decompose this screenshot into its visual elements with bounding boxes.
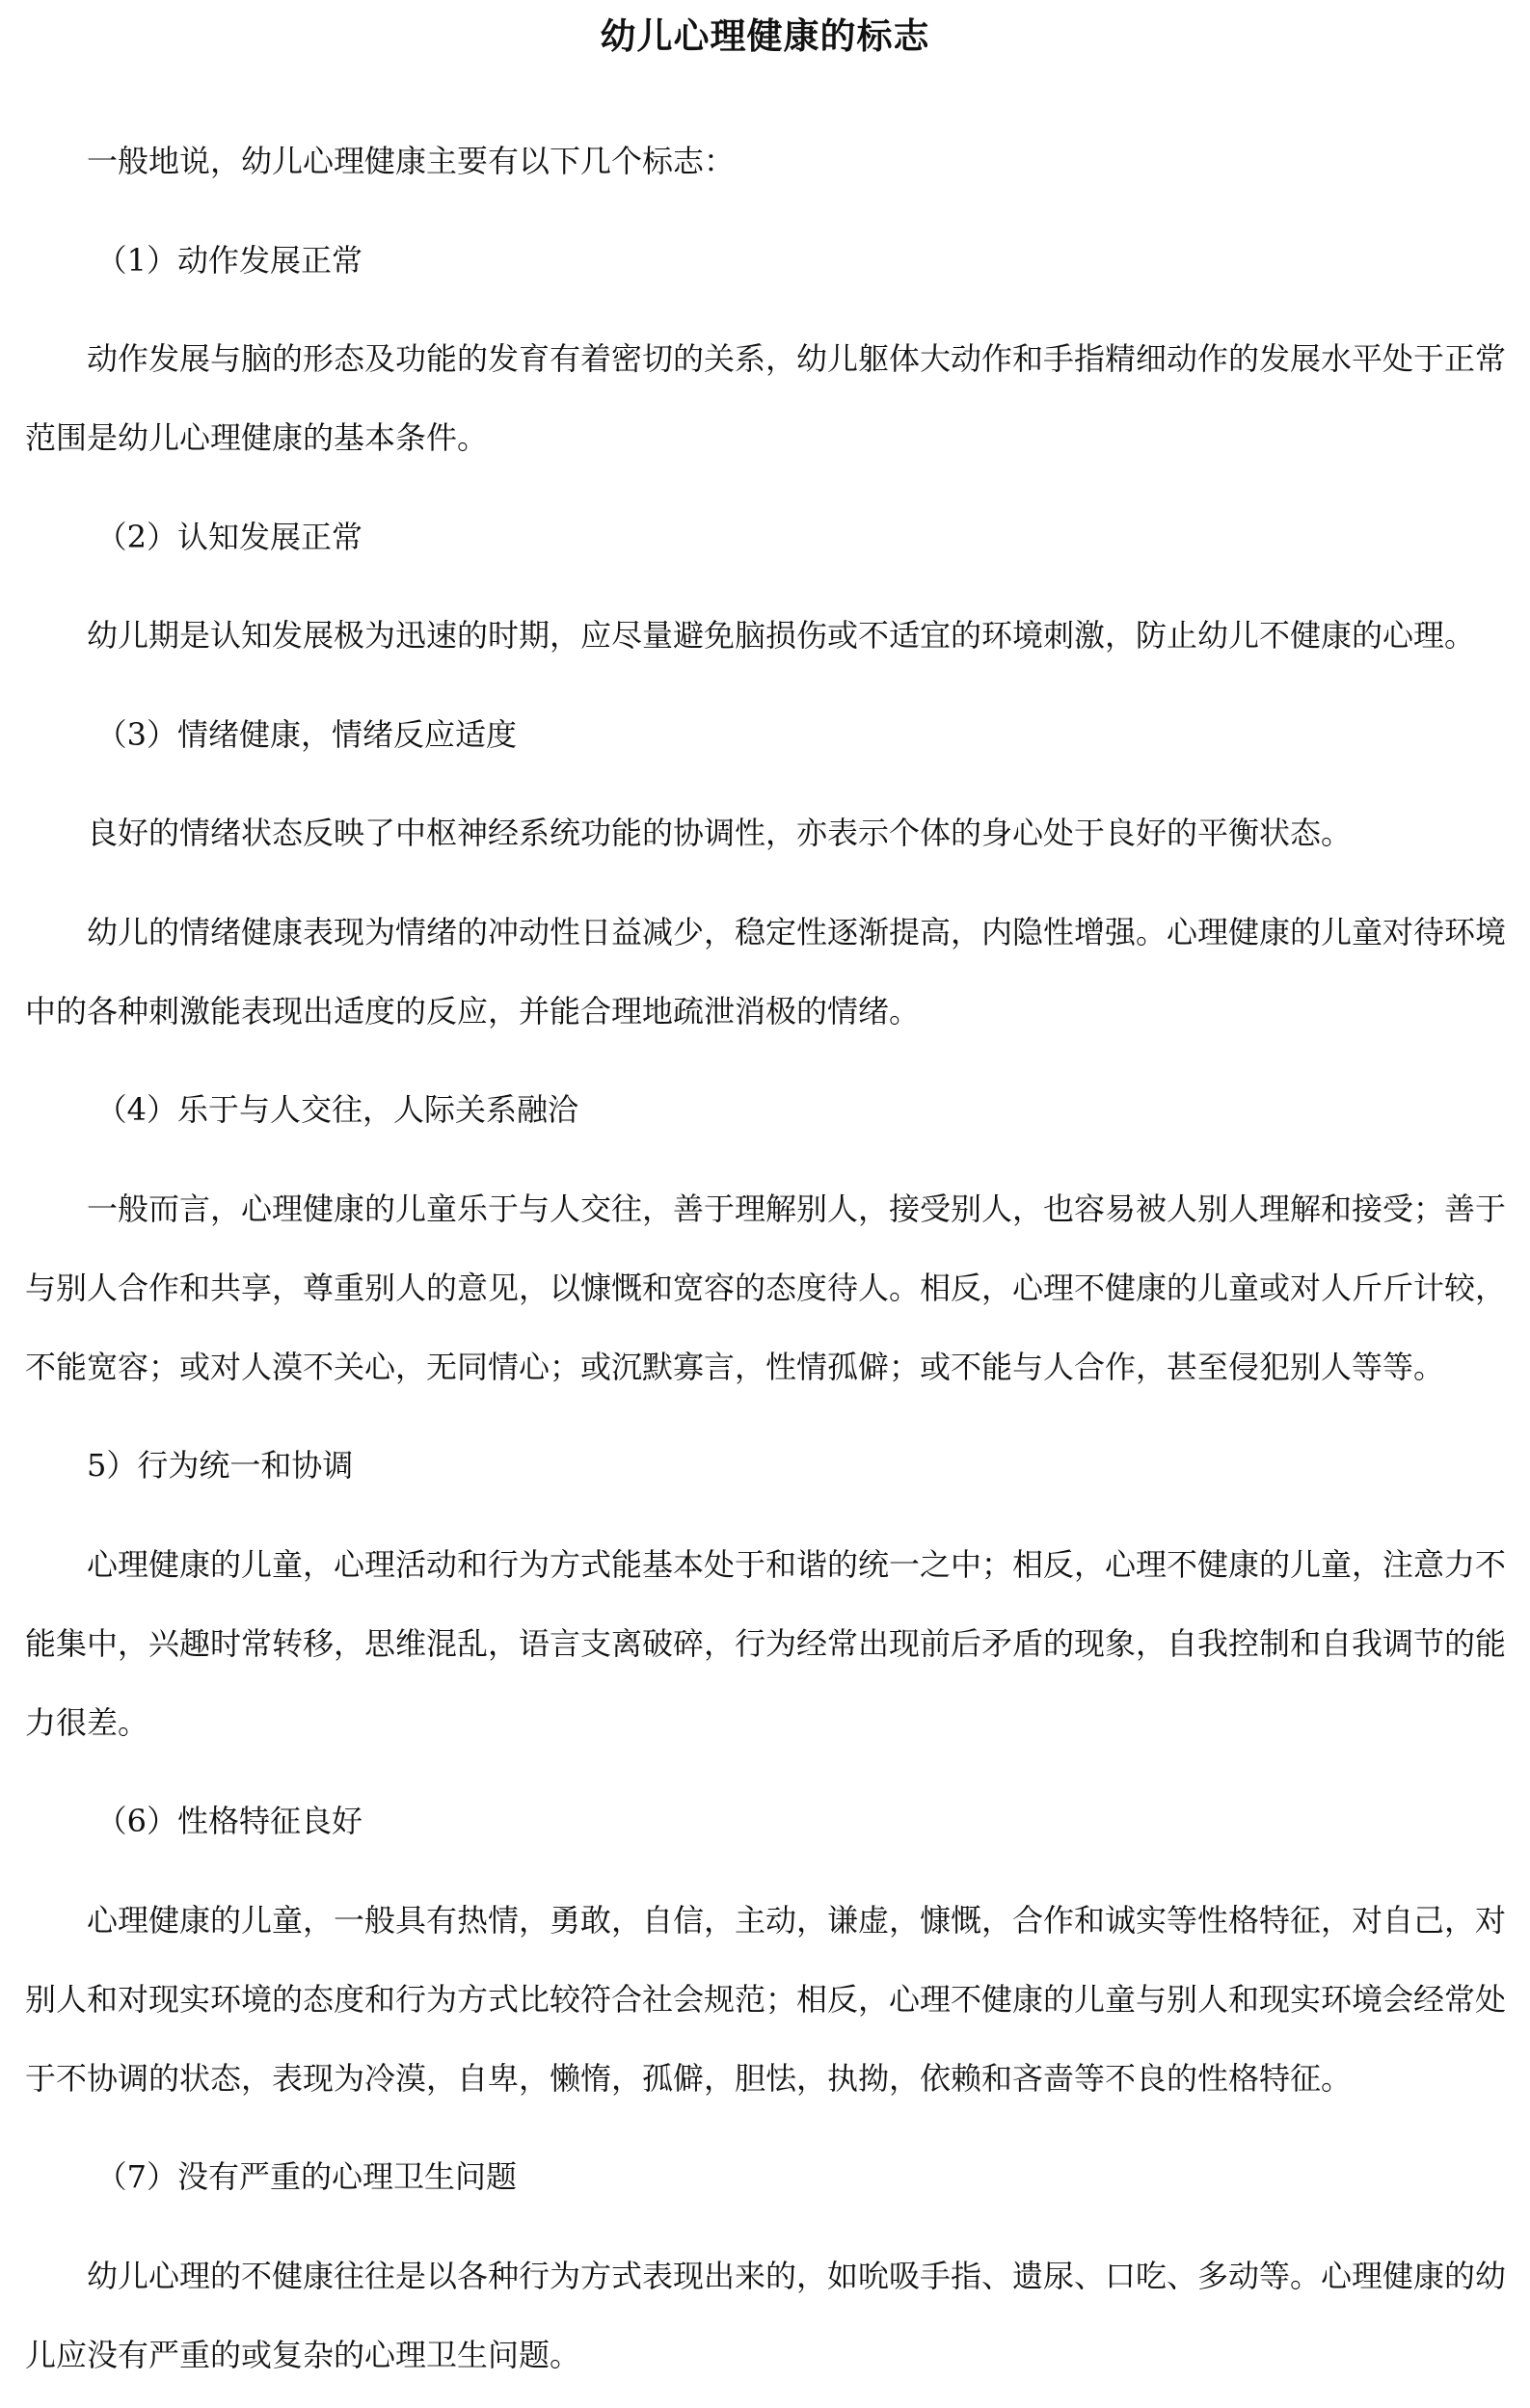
body-paragraph: 幼儿的情绪健康表现为情绪的冲动性日益减少，稳定性逐渐提高，内隐性增强。心理健康的儿童对待环境中的各种刺激能表现出适度的反应，并能合理地疏泄消极的情绪。 — [25, 913, 1507, 1030]
body-paragraph: 幼儿心理的不健康往往是以各种行为方式表现出来的，如吮吸手指、遗尿、口吃、多动等。心理健康的幼儿应没有严重的或复杂的心理卫生问题。 — [25, 2257, 1507, 2373]
section-heading: （1）动作发展正常 — [95, 241, 362, 279]
section-heading: （6）性格特征良好 — [95, 1803, 362, 1839]
body-paragraph: 幼儿期是认知发展极为迅速的时期，应尽量避免脑损伤或不适宜的环境刺激，防止幼儿不健康的心理。 — [87, 617, 1476, 654]
section-heading: 5）行为统一和协调 — [87, 1447, 354, 1484]
body-paragraph: 良好的情绪状态反映了中枢神经系统功能的协调性，亦表示个体的身心处于良好的平衡状态。 — [87, 815, 1353, 851]
section-heading: （4）乐于与人交往，人际关系融洽 — [95, 1091, 578, 1128]
section-heading: （2）认知发展正常 — [95, 518, 362, 555]
section-heading: （7）没有严重的心理卫生问题 — [95, 2158, 517, 2195]
body-paragraph: 心理健康的儿童，一般具有热情，勇敢，自信，主动，谦虚，慷慨，合作和诚实等性格特征，对自己，对别人和对现实环境的态度和行为方式比较符合社会规范；相反，心理不健康的儿童与别人和现实环境会经常处于不协调的状态，表现为冷漠，自卑，懒惰，孤僻，胆怯，执拗，依赖和吝啬等不良的性格特征。 — [25, 1901, 1507, 2097]
intro-paragraph: 一般地说，幼儿心理健康主要有以下几个标志： — [87, 143, 736, 179]
document-title: 幼儿心理健康的标志 — [600, 14, 930, 57]
document-body — [25, 121, 1506, 2395]
body-paragraph: 动作发展与脑的形态及功能的发育有着密切的关系，幼儿躯体大动作和手指精细动作的发展水平处于正常范围是幼儿心理健康的基本条件。 — [25, 340, 1507, 456]
section-heading: （3）情绪健康，情绪反应适度 — [95, 715, 517, 753]
body-paragraph: 一般而言，心理健康的儿童乐于与人交往，善于理解别人，接受别人，也容易被人别人理解和接受；善于与别人合作和共享，尊重别人的意见，以慷慨和宽容的态度待人。相反，心理不健康的儿童或对人斤斤计较，不能宽容；或对人漠不关心，无同情心；或沉默寡言，性情孤僻；或不能与人合作，甚至侵犯别人等等。 — [25, 1190, 1507, 1385]
body-paragraph: 心理健康的儿童，心理活动和行为方式能基本处于和谐的统一之中；相反，心理不健康的儿童，注意力不能集中，兴趣时常转移，思维混乱，语言支离破碎，行为经常出现前后矛盾的现象，自我控制和自我调节的能力很差。 — [25, 1545, 1507, 1741]
